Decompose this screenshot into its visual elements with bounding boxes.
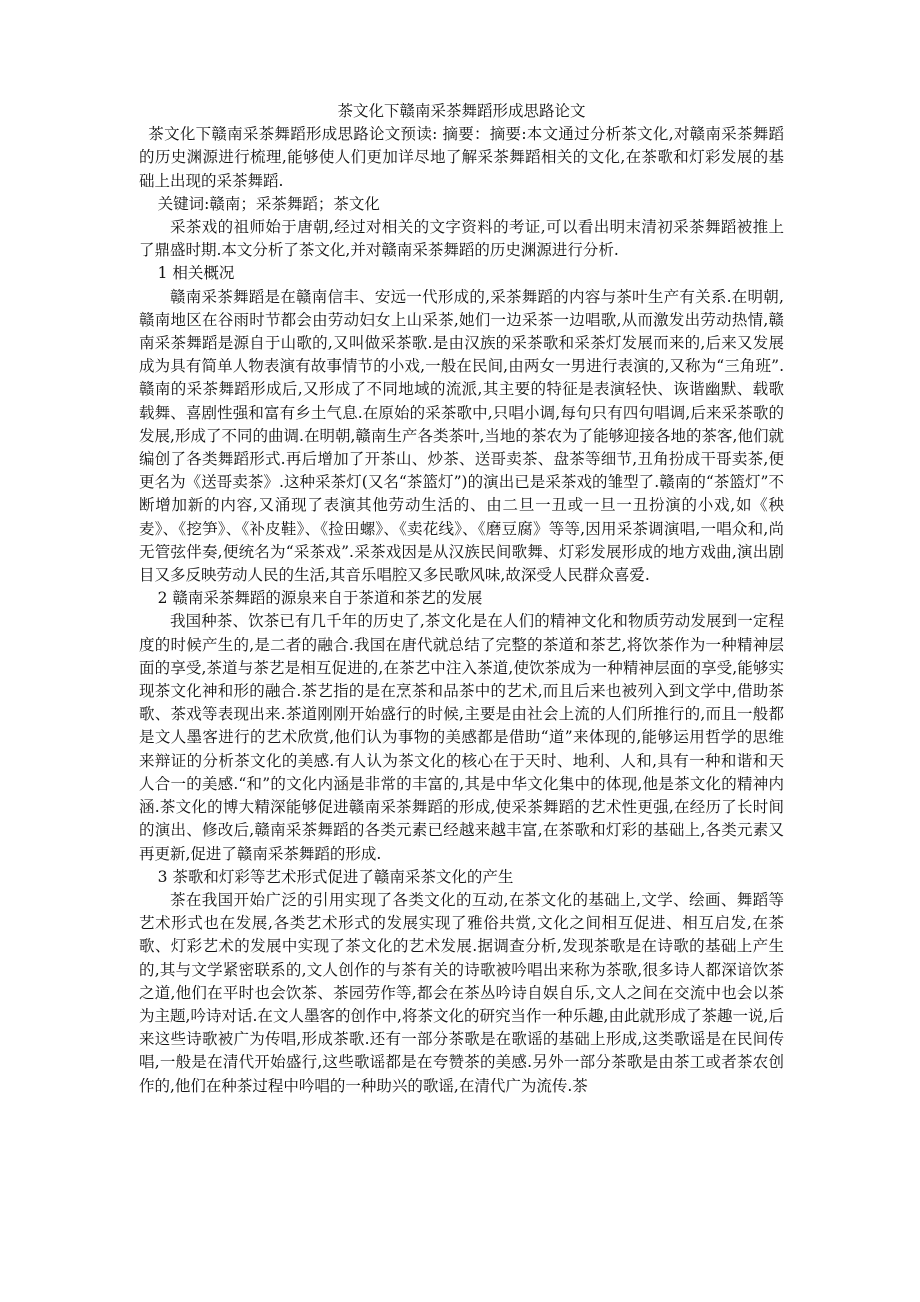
body-paragraph: 茶在我国开始广泛的引用实现了各类文化的互动,在茶文化的基础上,文学、绘画、舞蹈等艺术形式也在发展,各类艺术形式的发展实现了雅俗共赏,文化之间相互促进、相互启发,在茶歌、灯彩艺术的发展中实现了茶文化的艺术发展.据调查分析,发现茶歌是在诗歌的基础上产生的,其与文学紧密联系的,文人创作的与茶有关的诗歌被吟唱出来称为茶歌,很多诗人都深谙饮茶之道,他们在平时也会饮茶、茶园劳作等,都会在茶丛吟诗自娱自乐,文人之间在交流中也会以茶为主题,吟诗对话.在文人墨客的创作中,将茶文化的研究当作一种乐趣,由此就形成了茶趣一说,后来这些诗歌被广为传唱,形成茶歌.还有一部分茶歌是在歌谣的基础上形成,这类歌谣是在民间传唱,一般是在清代开始盛行,这些歌谣都是在夸赞茶的美感.另外一部分茶歌是由茶工或者茶农创作的,他们在种茶过程中吟唱的一种助兴的歌谣,在清代广为流传.茶 xyxy=(139,890,784,1095)
document-page xyxy=(139,100,784,1098)
section-heading: 1 相关概况 xyxy=(157,264,235,283)
abstract-paragraph: 茶文化下赣南采茶舞蹈形成思路论文预读: 摘要：摘要:本文通过分析茶文化,对赣南采茶舞蹈的历史渊源进行梳理,能够使人们更加详尽地了解采茶舞蹈相关的文化,在茶歌和灯彩发展的基础上出现的采茶舞蹈. xyxy=(139,125,784,190)
document-title: 茶文化下赣南采茶舞蹈形成思路论文 xyxy=(337,102,586,120)
section-heading: 3 茶歌和灯彩等艺术形式促进了赣南采茶文化的产生 xyxy=(157,867,514,886)
section-heading: 2 赣南采茶舞蹈的源泉来自于茶道和茶艺的发展 xyxy=(157,589,483,608)
body-paragraph: 采茶戏的祖师始于唐朝,经过对相关的文字资料的考证,可以看出明末清初采茶舞蹈被推上了鼎盛时期.本文分析了茶文化,并对赣南采茶舞蹈的历史渊源进行分析. xyxy=(139,218,784,260)
keywords-line: 关键词:赣南；采茶舞蹈；茶文化 xyxy=(157,194,380,213)
body-paragraph: 我国种茶、饮茶已有几千年的历史了,茶文化是在人们的精神文化和物质劳动发展到一定程度的时候产生的,是二者的融合.我国在唐代就总结了完整的茶道和茶艺,将饮茶作为一种精神层面的享受,茶道与茶艺是相互促进的,在茶艺中注入茶道,使饮茶成为一种精神层面的享受,能够实现茶文化神和形的融合.茶艺指的是在烹茶和品茶中的艺术,而且后来也被列入到文学中,借助茶歌、茶戏等表现出来.茶道刚刚开始盛行的时候,主要是由社会上流的人们所推行的,而且一般都是文人墨客进行的艺术欣赏,他们认为事物的美感都是借助“道”来体现的,能够运用哲学的思维来辩证的分析茶文化的美感.有人认为茶文化的核心在于天时、地利、人和,具有一种和谐和天人合一的美感.“和”的文化内涵是非常的丰富的,其是中华文化集中的体现,他是茶文化的精神内涵.茶文化的博大精深能够促进赣南采茶舞蹈的形成,使采茶舞蹈的艺术性更强,在经历了长时间的演出、修改后,赣南采茶舞蹈的各类元素已经越来越丰富,在茶歌和灯彩的基础上,各类元素又再更新,促进了赣南采茶舞蹈的形成. xyxy=(139,612,784,863)
body-paragraph: 赣南采茶舞蹈是在赣南信丰、安远一代形成的,采茶舞蹈的内容与茶叶生产有关系.在明朝,赣南地区在谷雨时节都会由劳动妇女上山采茶,她们一边采茶一边唱歌,从而激发出劳动热情,赣南采茶舞蹈是源自于山歌的,又叫做采茶歌.是由汉族的采茶歌和采茶灯发展而来的,后来又发展成为具有简单人物表演有故事情节的小戏,一般在民间,由两女一男进行表演的,又称为“三角班”.赣南的采茶舞蹈形成后,又形成了不同地域的流派,其主要的特征是表演轻快、诙谐幽默、载歌载舞、喜剧性强和富有乡土气息.在原始的采茶歌中,只唱小调,每句只有四句唱调,后来采茶歌的发展,形成了不同的曲调.在明朝,赣南生产各类茶叶,当地的茶农为了能够迎接各地的茶客,他们就编创了各类舞蹈形式.再后增加了开茶山、炒茶、送哥卖茶、盘茶等细节,丑角扮成干哥卖茶,便更名为《送哥卖茶》.这种采茶灯(又名“茶篮灯”)的演出已是采茶戏的雏型了.赣南的“茶篮灯”不断增加新的内容,又涌现了表演其他劳动生活的、由二旦一丑或一旦一丑扮演的小戏,如《秧麦》、《挖笋》、《补皮鞋》、《捡田螺》、《卖花线》、《磨豆腐》等等,因用采茶调演唱,一唱众和,尚无管弦伴奏,便统名为“采茶戏”.采茶戏因是从汉族民间歌舞、灯彩发展形成的地方戏曲,演出剧目又多反映劳动人民的生活,其音乐唱腔又多民歌风味,故深受人民群众喜爱. xyxy=(139,287,784,585)
